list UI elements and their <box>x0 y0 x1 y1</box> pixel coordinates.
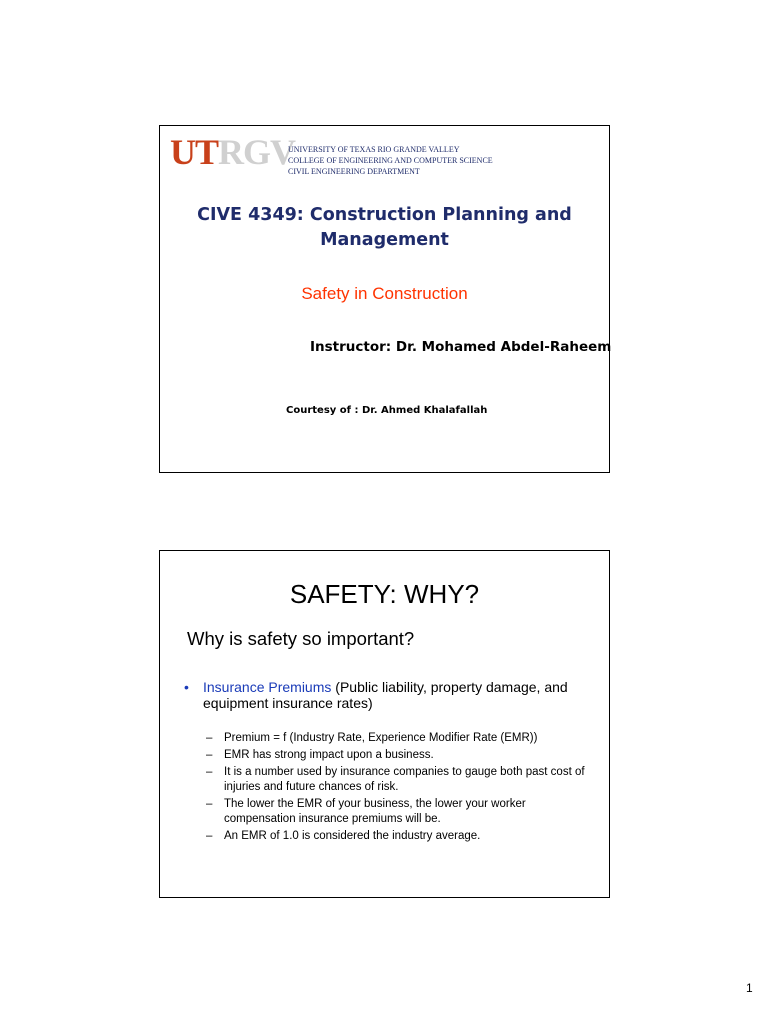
logo-rgv-text: RGV <box>218 132 296 172</box>
sub-bullet-text: An EMR of 1.0 is considered the industry average. <box>224 830 481 842</box>
university-info <box>288 144 493 177</box>
instructor-line: Instructor: Dr. Mohamed Abdel-Raheem <box>310 339 612 355</box>
page-number: 1 <box>746 981 753 995</box>
logo-ut-text: UT <box>170 132 219 172</box>
sub-bullet-text: The lower the EMR of your business, the lower your worker compensation insurance premiums will be. <box>224 798 526 825</box>
sub-bullet-list <box>206 731 596 846</box>
lecture-subtitle: Safety in Construction <box>301 284 468 303</box>
sub-bullet-marker: – <box>206 732 213 744</box>
slide-1 <box>159 125 610 473</box>
course-title-line-1: CIVE 4349: Construction Planning and <box>197 205 572 225</box>
college-name: COLLEGE OF ENGINEERING AND COMPUTER SCIENCE <box>288 156 493 165</box>
slide-question: Why is safety so important? <box>187 628 415 649</box>
bullet-rest: (Public liability, property damage, and equipment insurance rates) <box>203 679 568 711</box>
bullet-text <box>203 679 598 711</box>
sub-bullet-item <box>206 748 596 763</box>
utrgv-logo <box>170 132 295 172</box>
university-name: UNIVERSITY OF TEXAS RIO GRANDE VALLEY <box>288 145 460 154</box>
bullet-highlight: Insurance Premiums <box>203 679 332 695</box>
sub-bullet-marker: – <box>206 766 213 778</box>
sub-bullet-marker: – <box>206 798 213 810</box>
slide-title: SAFETY: WHY? <box>289 579 480 609</box>
sub-bullet-text: It is a number used by insurance companies to gauge both past cost of injuries and future chances of risk. <box>224 766 585 793</box>
department-name: CIVIL ENGINEERING DEPARTMENT <box>288 167 420 176</box>
sub-bullet-marker: – <box>206 830 213 842</box>
sub-bullet-item <box>206 731 596 746</box>
sub-bullet-item <box>206 829 596 844</box>
sub-bullet-text: EMR has strong impact upon a business. <box>224 749 434 761</box>
sub-bullet-marker: – <box>206 749 213 761</box>
slide-2 <box>159 550 610 898</box>
sub-bullet-text: Premium = f (Industry Rate, Experience Modifier Rate (EMR)) <box>224 732 538 744</box>
course-title <box>160 203 609 253</box>
sub-bullet-item <box>206 797 596 827</box>
bullet-marker: • <box>184 679 189 695</box>
course-title-line-2: Management <box>320 230 449 250</box>
courtesy-line: Courtesy of : Dr. Ahmed Khalafallah <box>286 405 488 416</box>
sub-bullet-item <box>206 765 596 795</box>
